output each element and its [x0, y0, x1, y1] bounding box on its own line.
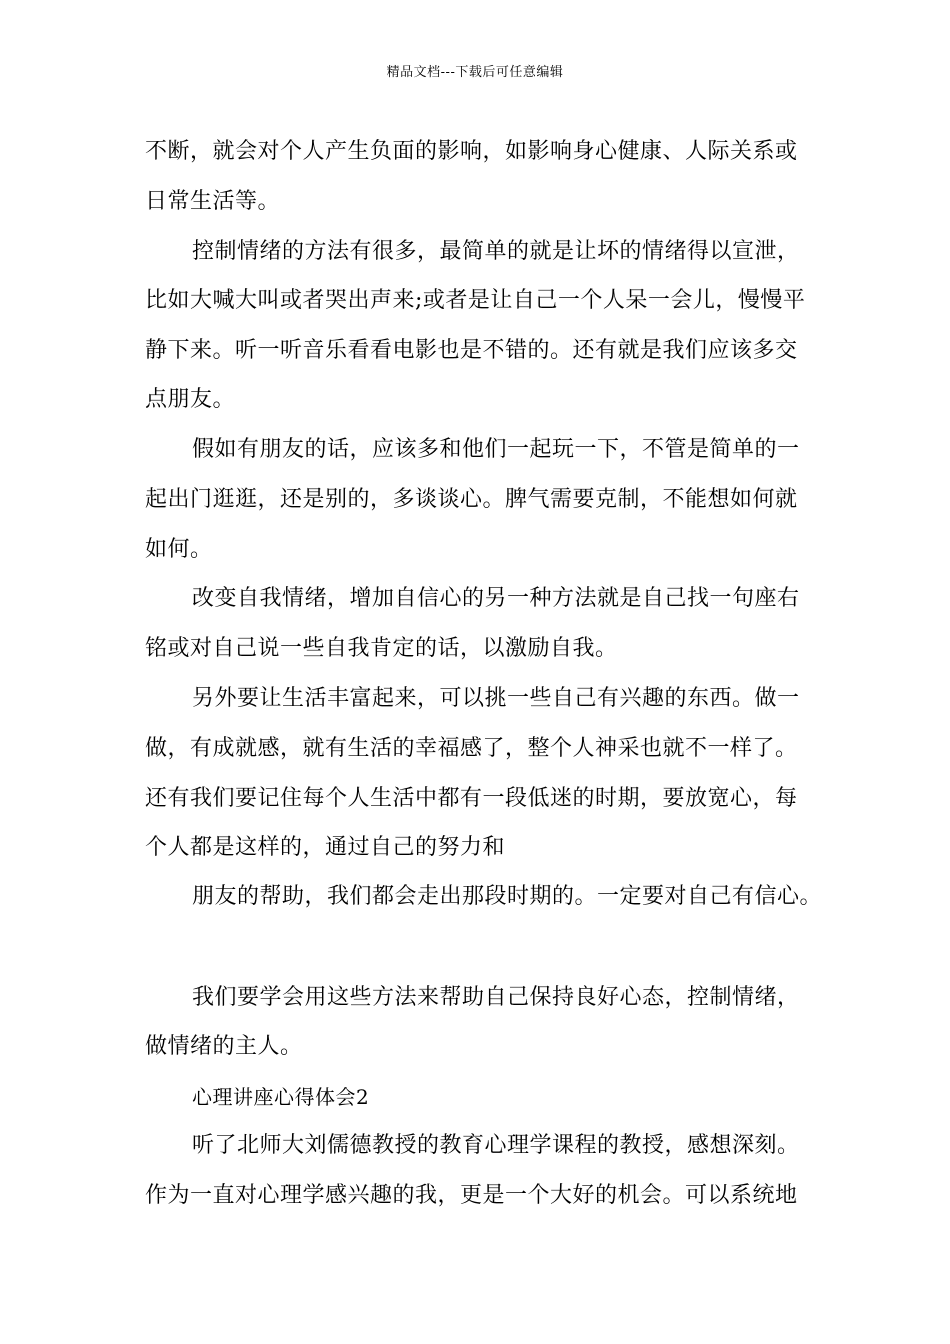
paragraph-line: 还有我们要记住每个人生活中都有一段低迷的时期，要放宽心，每: [145, 786, 798, 811]
paragraph-line: 作为一直对心理学感兴趣的我，更是一个大好的机会。可以系统地: [145, 1183, 798, 1208]
paragraph-line: 点朋友。: [145, 387, 236, 412]
paragraph-line: 假如有朋友的话，应该多和他们一起玩一下，不管是简单的一: [192, 437, 800, 462]
paragraph-line: 控制情绪的方法有很多，最简单的就是让坏的情绪得以宣泄，: [192, 239, 800, 264]
paragraph-line: 静下来。听一听音乐看看电影也是不错的。还有就是我们应该多交: [145, 338, 798, 363]
paragraph-line: 我们要学会用这些方法来帮助自己保持良好心态，控制情绪，: [192, 985, 800, 1010]
paragraph-line: 不断，就会对个人产生负面的影响，如影响身心健康、人际关系或: [145, 139, 798, 164]
paragraph-line: 改变自我情绪，增加自信心的另一种方法就是自己找一句座右: [192, 586, 800, 611]
paragraph-line: 朋友的帮助，我们都会走出那段时期的。一定要对自己有信心。: [192, 884, 823, 909]
paragraph-line: 另外要让生活丰富起来，可以挑一些自己有兴趣的东西。做一: [192, 686, 800, 711]
paragraph-line: 铭或对自己说一些自我肯定的话，以激励自我。: [145, 636, 618, 661]
paragraph-line: 起出门逛逛，还是别的，多谈谈心。脾气需要克制，不能想如何就: [145, 487, 798, 512]
paragraph-line: 做情绪的主人。: [145, 1034, 303, 1059]
paragraph-line: 比如大喊大叫或者哭出声来;或者是让自己一个人呆一会儿，慢慢平: [145, 288, 806, 313]
paragraph-line: 个人都是这样的，通过自己的努力和: [145, 835, 506, 860]
paragraph-line: 听了北师大刘儒德教授的教育心理学课程的教授，感想深刻。: [192, 1133, 800, 1158]
paragraph-line: 做，有成就感，就有生活的幸福感了，整个人神采也就不一样了。: [145, 736, 798, 761]
section-heading: 心理讲座心得体会2: [192, 1085, 370, 1109]
paragraph-line: 如何。: [145, 537, 213, 562]
paragraph-line: 日常生活等。: [145, 189, 281, 214]
page-header: 精品文档---下载后可任意编辑: [386, 65, 564, 80]
